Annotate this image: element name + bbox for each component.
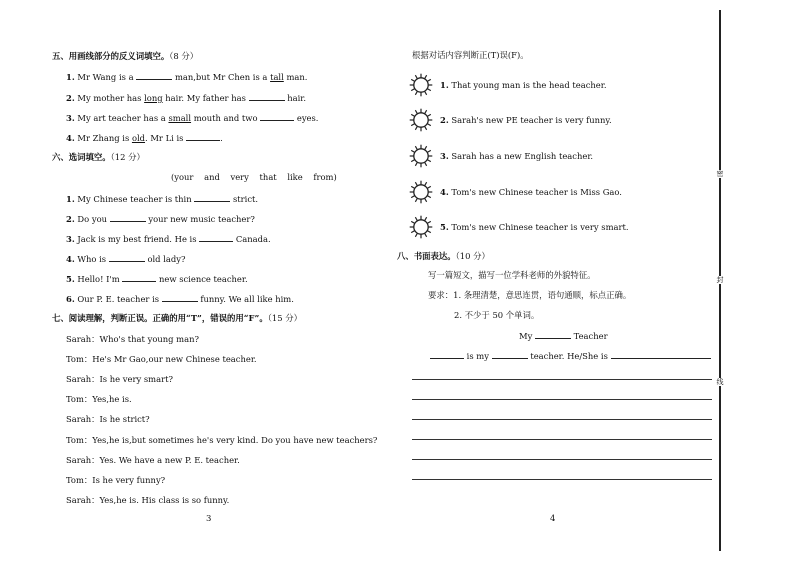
question-text: your new music teacher? [148, 214, 255, 224]
s5-question-4 [66, 132, 223, 144]
essay-title-text: My [519, 331, 533, 341]
answer-blank[interactable] [122, 273, 156, 282]
answer-blank[interactable] [136, 71, 172, 80]
question-text: Hello! I'm [77, 274, 120, 284]
question-number: 5. [66, 274, 75, 284]
dialogue-line: Tom：Yes,he is,but sometimes he's very kind. Do you have new teachers? [66, 435, 378, 445]
item-text: Tom's new Chinese teacher is very smart. [451, 222, 629, 232]
question-number: 6. [66, 294, 75, 304]
binding-mark: 密 [716, 170, 724, 178]
name-blank[interactable] [430, 350, 464, 359]
page-number-left: 3 [206, 514, 212, 524]
question-number: 4. [66, 254, 75, 264]
dialogue-line: Sarah：Who's that young man? [66, 334, 199, 344]
answer-blank[interactable] [199, 233, 233, 242]
question-number: 3. [66, 113, 75, 123]
section-7-heading [52, 313, 302, 324]
sun-answer-box-icon[interactable] [409, 73, 433, 97]
answer-blank[interactable] [186, 132, 220, 141]
dialogue-line: Sarah：Is he very smart? [66, 374, 173, 384]
underlined-word: long [144, 93, 163, 103]
answer-blank[interactable] [260, 112, 294, 121]
question-text: . Mr Li is [145, 133, 184, 143]
underlined-word: old [131, 133, 146, 143]
subject-blank[interactable] [492, 350, 528, 359]
answer-blank[interactable] [109, 253, 145, 262]
question-text: My art teacher has a [77, 113, 166, 123]
question-number: 3. [66, 234, 75, 244]
item-number: 2. [440, 115, 449, 125]
question-text: Mr Zhang is [77, 133, 130, 143]
section-6-heading [52, 152, 145, 163]
dialogue-line: Sarah：Yes,he is. His class is so funny. [66, 495, 230, 505]
question-text: Our P. E. teacher is [77, 294, 160, 304]
s6-question-3 [66, 233, 271, 245]
question-text: eyes. [296, 113, 319, 123]
item-number: 1. [440, 80, 449, 90]
word-bank: (your and very that like from) [171, 172, 337, 182]
item-number: 4. [440, 187, 449, 197]
section-7-title: 七、阅读理解，判断正误。正确的用“T”，错误的用“F”。 [52, 313, 268, 323]
writing-requirement-2: 2. 不少于 50 个单词。 [454, 310, 540, 320]
section-7-score: （15 分） [267, 313, 302, 323]
writing-line[interactable] [412, 459, 712, 460]
question-text: hair. [287, 93, 307, 103]
section-8-score: （10 分） [455, 251, 490, 261]
item-number: 5. [440, 222, 449, 232]
essay-text: is my [466, 351, 489, 361]
essay-first-line [430, 350, 711, 362]
answer-blank[interactable] [249, 92, 285, 101]
section-8-title: 八、书面表达。 [397, 251, 456, 261]
tf-item-3 [440, 151, 593, 162]
question-text: Do you [77, 214, 108, 224]
question-text: old lady? [147, 254, 186, 264]
dialogue-line: Tom：Yes,he is. [66, 394, 132, 404]
sun-answer-box-icon[interactable] [409, 144, 433, 168]
section-5-score: （8 分） [169, 51, 199, 61]
item-text: That young man is the head teacher. [451, 80, 607, 90]
question-text: strict. [232, 194, 259, 204]
section-5-title: 五、用画线部分的反义词填空。 [52, 51, 170, 61]
question-text: . [220, 133, 223, 143]
question-number: 2. [66, 214, 75, 224]
answer-blank[interactable] [162, 293, 198, 302]
question-text: Who is [77, 254, 107, 264]
underlined-word: tall [270, 72, 284, 82]
sun-answer-box-icon[interactable] [409, 108, 433, 132]
subject-blank[interactable] [535, 330, 571, 339]
section-6-score: （12 分） [110, 152, 145, 162]
section-8-heading [397, 251, 490, 262]
question-text: Mr Wang is a [77, 72, 134, 82]
s5-question-1 [66, 71, 307, 83]
tf-item-2 [440, 115, 612, 126]
writing-line[interactable] [412, 379, 712, 380]
answer-blank[interactable] [110, 213, 146, 222]
question-text: My Chinese teacher is thin [77, 194, 192, 204]
item-text: Tom's new Chinese teacher is Miss Gao. [451, 187, 622, 197]
section-5-heading [52, 51, 198, 62]
question-text: man,but Mr Chen is a [174, 72, 268, 82]
question-text: Jack is my best friend. He is [77, 234, 197, 244]
dialogue-line: Sarah：Yes. We have a new P. E. teacher. [66, 455, 240, 465]
dialogue-line: Tom：He's Mr Gao,our new Chinese teacher. [66, 354, 257, 364]
writing-requirement-1: 要求：1. 条理清楚，意思连贯，语句通顺，标点正确。 [428, 290, 632, 300]
sun-answer-box-icon[interactable] [409, 180, 433, 204]
writing-line[interactable] [412, 479, 712, 480]
item-text: Sarah has a new English teacher. [451, 151, 594, 161]
s6-question-1 [66, 193, 258, 205]
s5-question-2 [66, 92, 306, 104]
answer-blank[interactable] [194, 193, 230, 202]
s6-question-4 [66, 253, 185, 265]
question-text: man. [286, 72, 308, 82]
essay-title-line [519, 330, 608, 342]
underlined-word: small [168, 113, 192, 123]
dialogue-line: Tom：Is he very funny? [66, 475, 166, 485]
binding-mark: 封 [716, 276, 724, 284]
binding-mark: 线 [716, 378, 724, 386]
question-text: new science teacher. [159, 274, 248, 284]
question-text: Canada. [235, 234, 271, 244]
s6-question-2 [66, 213, 255, 225]
tf-item-4 [440, 187, 622, 198]
question-text: My mother has [77, 93, 142, 103]
tf-instruction: 根据对话内容判断正(T)误(F)。 [412, 50, 529, 60]
description-blank[interactable] [611, 350, 711, 359]
question-number: 4. [66, 133, 75, 143]
item-number: 3. [440, 151, 449, 161]
sun-answer-box-icon[interactable] [409, 215, 433, 239]
s6-question-5 [66, 273, 248, 285]
question-number: 2. [66, 93, 75, 103]
essay-text: teacher. He/She is [530, 351, 608, 361]
dialogue-line: Sarah：Is he strict? [66, 414, 150, 424]
s6-question-6 [66, 293, 294, 305]
essay-title-text: Teacher [573, 331, 608, 341]
page-number-right: 4 [550, 514, 556, 524]
s5-question-3 [66, 112, 318, 124]
writing-line[interactable] [412, 399, 712, 400]
writing-line[interactable] [412, 439, 712, 440]
section-6-title: 六、选词填空。 [52, 152, 111, 162]
tf-item-5 [440, 222, 629, 233]
question-text: mouth and two [193, 113, 258, 123]
item-text: Sarah's new PE teacher is very funny. [451, 115, 612, 125]
writing-line[interactable] [412, 419, 712, 420]
tf-item-1 [440, 80, 606, 91]
writing-prompt: 写一篇短文，描写一位学科老师的外貌特征。 [428, 270, 596, 280]
question-text: funny. We all like him. [200, 294, 294, 304]
question-number: 1. [66, 72, 75, 82]
question-number: 1. [66, 194, 75, 204]
question-text: hair. My father has [165, 93, 246, 103]
